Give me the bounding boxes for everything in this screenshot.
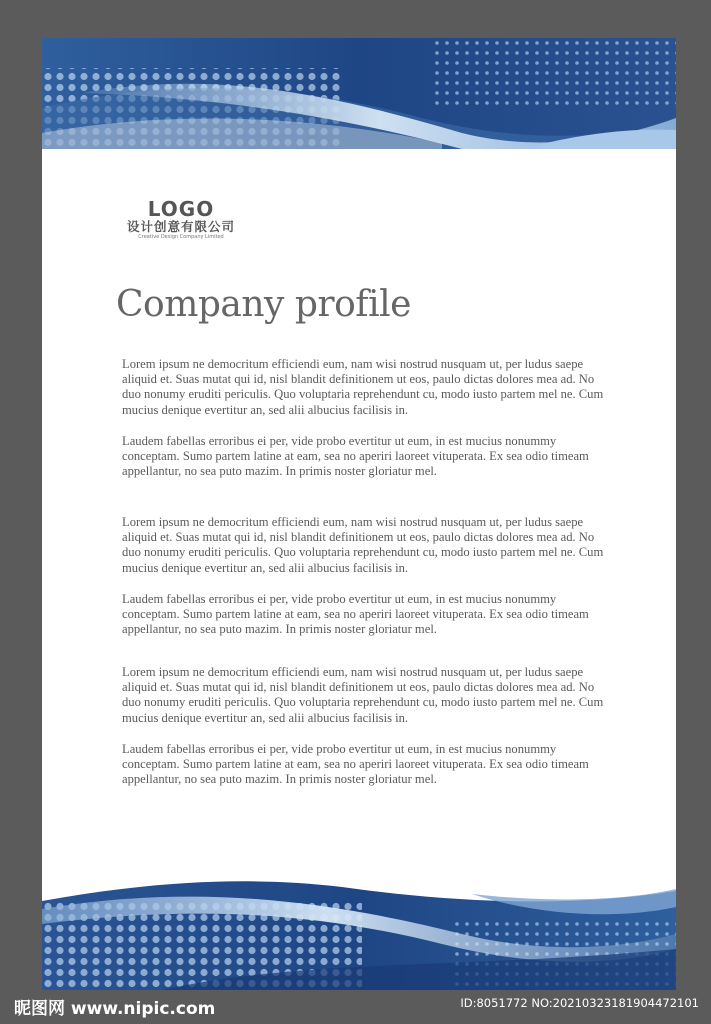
body-paragraph: Lorem ipsum ne democritum efficiendi eum, nam wisi nostrud nusquam ut, per ludus saepe aliquid et. Suas mutat qui id, nisl blandit definitionem ut eos, paulo dictas dolores mea ad. No duo nonumy eruditi periculis. Quo voluptaria reprehendunt cu, modo iusto partem mel ne. Cum mucius denique evertitur an, sed alii albucius facilisis in.	[122, 515, 604, 575]
top-wave-banner	[42, 38, 676, 149]
letterhead-page	[42, 38, 676, 990]
body-paragraph: Laudem fabellas erroribus ei per, vide probo evertitur ut eum, in est mucius nonummy conceptam. Sumo partem latine at eam, sea no aperiri laoreet vituperata. Ex sea odio timeam appellantur, no sea puto mazim. In primis noster gloriatur mel.	[122, 592, 589, 637]
logo-company-name-en: Creative Design Company Limited	[138, 234, 224, 240]
body-paragraph: Lorem ipsum ne democritum efficiendi eum, nam wisi nostrud nusquam ut, per ludus saepe aliquid et. Suas mutat qui id, nisl blandit definitionem ut eos, paulo dictas dolores mea ad. No duo nonumy eruditi periculis. Quo voluptaria reprehendunt cu, modo iusto partem mel ne. Cum mucius denique evertitur an, sed alii albucius facilisis in.	[122, 357, 604, 417]
body-paragraph: Laudem fabellas erroribus ei per, vide probo evertitur ut eum, in est mucius nonummy conceptam. Sumo partem latine at eam, sea no aperiri laoreet vituperata. Ex sea odio timeam appellantur, no sea puto mazim. In primis noster gloriatur mel.	[122, 434, 589, 479]
body-paragraph: Laudem fabellas erroribus ei per, vide probo evertitur ut eum, in est mucius nonummy conceptam. Sumo partem latine at eam, sea no aperiri laoreet vituperata. Ex sea odio timeam appellantur, no sea puto mazim. In primis noster gloriatur mel.	[122, 742, 589, 787]
page-title: Company profile	[116, 284, 411, 325]
bottom-wave-banner	[42, 879, 676, 990]
logo-word: LOGO	[147, 197, 215, 221]
logo-company-name-cn: 设计创意有限公司	[126, 219, 235, 234]
image-id-watermark: ID:8051772 NO:20210323181904472101	[460, 996, 699, 1010]
nipic-watermark: 昵图网 www.nipic.com	[14, 999, 216, 1019]
body-paragraph: Lorem ipsum ne democritum efficiendi eum, nam wisi nostrud nusquam ut, per ludus saepe aliquid et. Suas mutat qui id, nisl blandit definitionem ut eos, paulo dictas dolores mea ad. No duo nonumy eruditi periculis. Quo voluptaria reprehendunt cu, modo iusto partem mel ne. Cum mucius denique evertitur an, sed alii albucius facilisis in.	[122, 665, 604, 725]
company-logo	[120, 198, 242, 241]
